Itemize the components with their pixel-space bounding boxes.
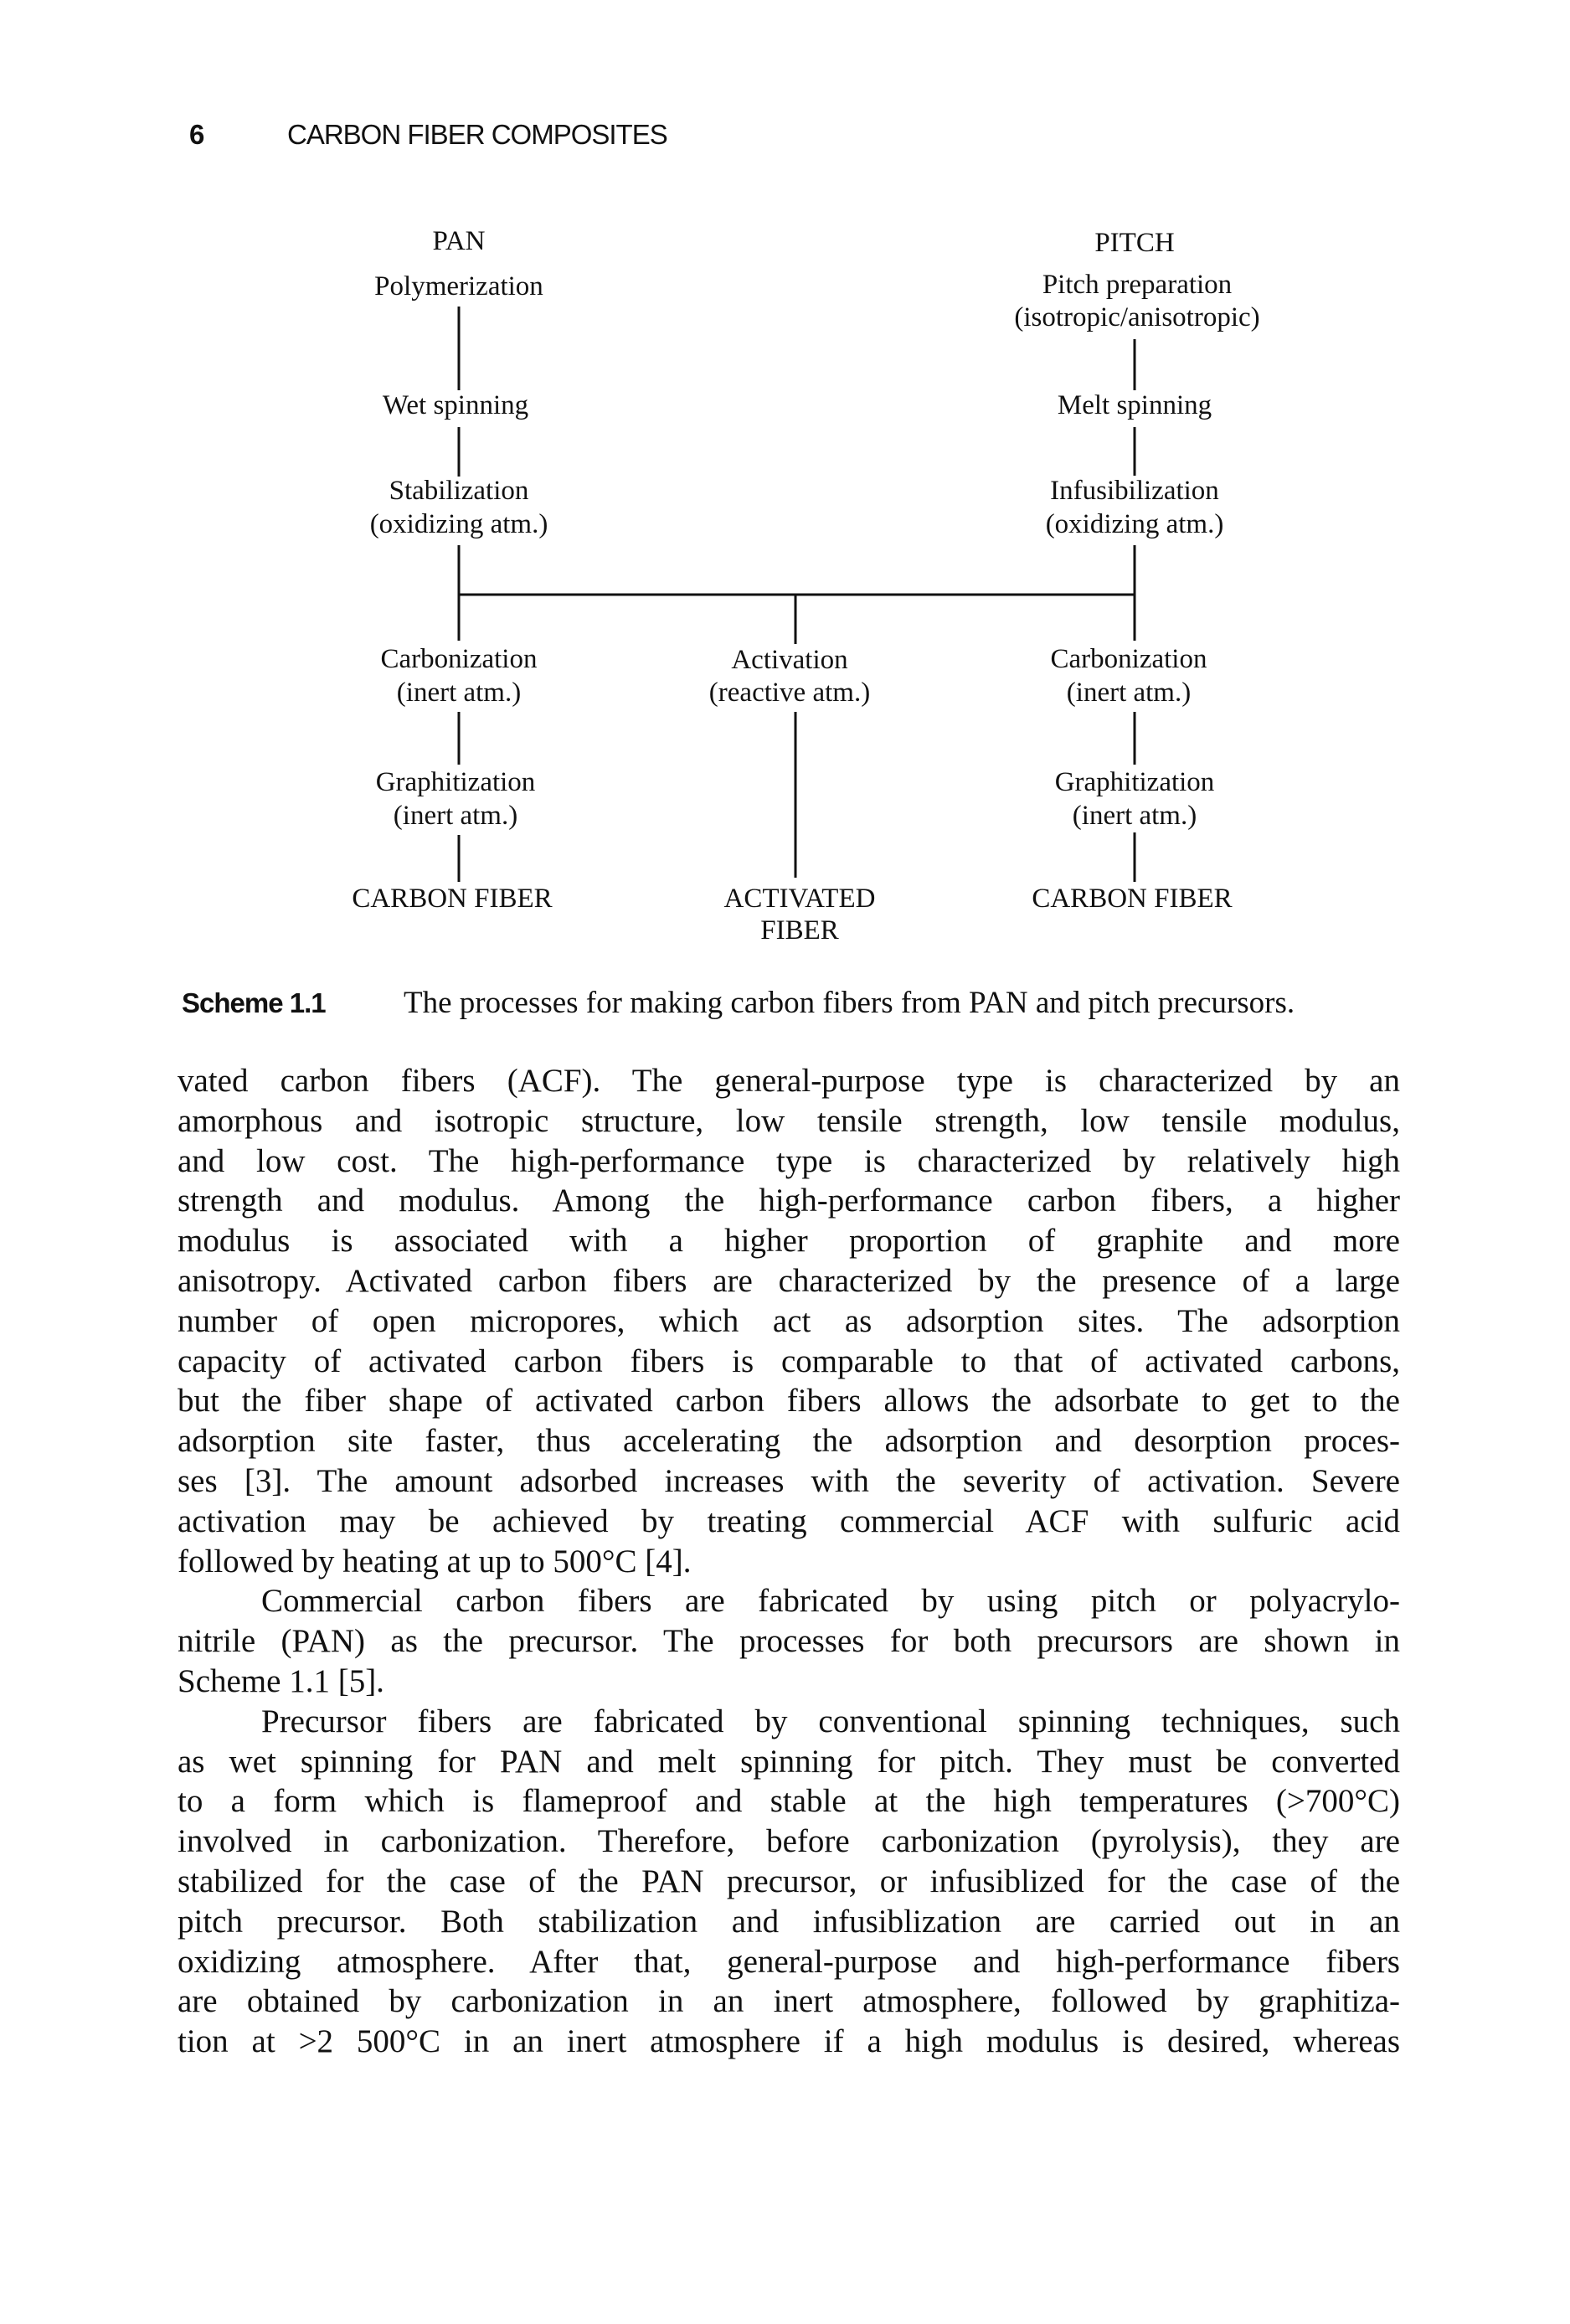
activation-step: Activation bbox=[731, 645, 848, 675]
pan-carbonization-atm: (inert atm.) bbox=[396, 678, 522, 708]
pan-polymerization: Polymerization bbox=[374, 271, 543, 301]
body-line: ses [3]. The amount adsorbed increases with the severity of activation. Severe bbox=[178, 1462, 1400, 1499]
pitch-graphitization-atm: (inert atm.) bbox=[1072, 801, 1197, 831]
scheme-caption bbox=[182, 985, 1295, 1022]
page-number: 6 bbox=[189, 119, 204, 150]
body-line: stabilized for the case of the PAN precursor, or infusiblized for the case of the bbox=[178, 1863, 1400, 1899]
pan-wet-spinning: Wet spinning bbox=[382, 390, 529, 420]
pitch-melt-spinning: Melt spinning bbox=[1057, 390, 1212, 420]
pan-stabilization: Stabilization bbox=[389, 476, 529, 506]
body-line: and low cost. The high-performance type is characterized by relatively high bbox=[178, 1142, 1400, 1179]
body-line: amorphous and isotropic structure, low tensile strength, low tensile modulus, bbox=[178, 1102, 1400, 1139]
pan-title: PAN bbox=[432, 226, 486, 256]
activation-atm: (reactive atm.) bbox=[708, 678, 871, 708]
body-line: adsorption site faster, thus accelerating the adsorption and desorption proces- bbox=[178, 1423, 1400, 1460]
pitch-carbonization-atm: (inert atm.) bbox=[1066, 678, 1192, 708]
body-line: oxidizing atmosphere. After that, general-purpose and high-performance fibers bbox=[178, 1943, 1400, 1980]
body-line: pitch precursor. Both stabilization and infusiblization are carried out in an bbox=[178, 1903, 1400, 1940]
body-line: vated carbon fibers (ACF). The general-purpose type is characterized by an bbox=[178, 1063, 1400, 1099]
body-line: activation may be achieved by treating commercial ACF with sulfuric acid bbox=[178, 1502, 1400, 1539]
pitch-infusibilization: Infusibilization bbox=[1050, 476, 1219, 506]
pan-stabilization-atm: (oxidizing atm.) bbox=[369, 509, 548, 539]
pitch-product: CARBON FIBER bbox=[1032, 884, 1233, 914]
pitch-infusibilization-atm: (oxidizing atm.) bbox=[1045, 509, 1224, 539]
body-line: Commercial carbon fibers are fabricated by using pitch or polyacrylo- bbox=[261, 1583, 1400, 1620]
pitch-carbonization: Carbonization bbox=[1050, 644, 1207, 674]
body-line: but the fiber shape of activated carbon fibers allows the adsorbate to get to the bbox=[178, 1383, 1400, 1420]
body-line: are obtained by carbonization in an inert atmosphere, followed by graphitiza- bbox=[178, 1983, 1400, 2020]
body-line: as wet spinning for PAN and melt spinning for pitch. They must be converted bbox=[178, 1743, 1400, 1780]
body-text bbox=[178, 1061, 1400, 2062]
body-line: Precursor fibers are fabricated by conventional spinning techniques, such bbox=[261, 1703, 1400, 1739]
pitch-graphitization: Graphitization bbox=[1054, 767, 1215, 797]
body-line: to a form which is flameproof and stable at the high temperatures (>700°C) bbox=[178, 1783, 1400, 1820]
pitch-preparation-type: (isotropic/anisotropic) bbox=[1014, 302, 1260, 332]
body-line: nitrile (PAN) as the precursor. The processes for both precursors are shown in bbox=[178, 1623, 1400, 1660]
body-line: tion at >2 500°C in an inert atmosphere if a high modulus is desired, whereas bbox=[178, 2023, 1400, 2060]
body-line: number of open micropores, which act as adsorption sites. The adsorption bbox=[178, 1302, 1400, 1339]
pitch-preparation: Pitch preparation bbox=[1042, 270, 1233, 300]
body-line: strength and modulus. Among the high-performance carbon fibers, a higher bbox=[178, 1183, 1400, 1219]
body-line: Scheme 1.1 [5]. bbox=[178, 1662, 384, 1699]
pan-product: CARBON FIBER bbox=[352, 884, 553, 914]
activated-product: ACTIVATED bbox=[723, 884, 876, 914]
pan-graphitization: Graphitization bbox=[375, 767, 536, 797]
caption-text: The processes for making carbon fibers from PAN and pitch precursors. bbox=[404, 986, 1295, 1020]
body-line: capacity of activated carbon fibers is comparable to that of activated carbons, bbox=[178, 1342, 1400, 1379]
pan-graphitization-atm: (inert atm.) bbox=[393, 801, 518, 831]
pitch-title: PITCH bbox=[1094, 228, 1175, 258]
running-title: CARBON FIBER COMPOSITES bbox=[287, 119, 667, 150]
activated-product-2: FIBER bbox=[760, 915, 839, 946]
body-line: anisotropy. Activated carbon fibers are characterized by the presence of a large bbox=[178, 1262, 1400, 1299]
caption-label: Scheme 1.1 bbox=[182, 987, 326, 1018]
body-line: modulus is associated with a higher proportion of graphite and more bbox=[178, 1223, 1400, 1260]
pan-carbonization: Carbonization bbox=[380, 644, 538, 674]
body-line: followed by heating at up to 500°C [4]. bbox=[178, 1543, 692, 1579]
body-line: involved in carbonization. Therefore, before carbonization (pyrolysis), they are bbox=[178, 1823, 1400, 1860]
